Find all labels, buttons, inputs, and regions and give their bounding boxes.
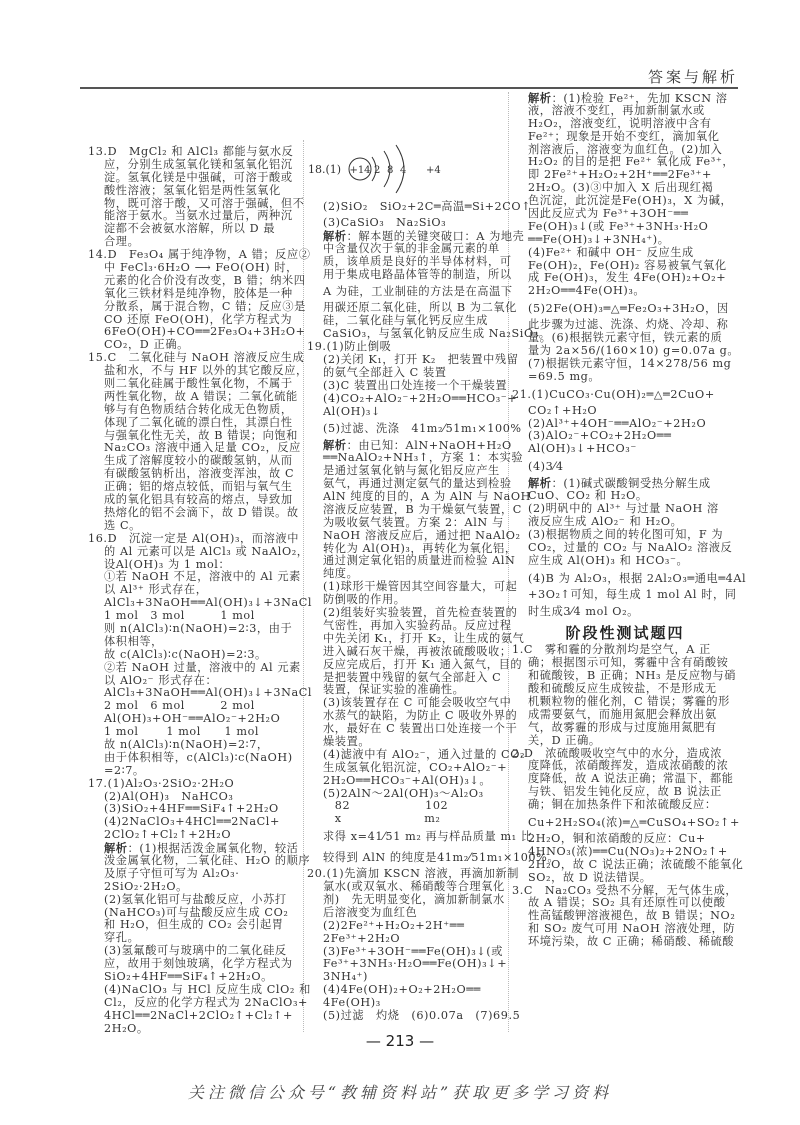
text-line: Cu+2H₂SO₄(浓)═△═CuSO₄+SO₂↑+ bbox=[528, 815, 740, 829]
text-line: 燥装置。 bbox=[323, 734, 371, 748]
text-line: 泼金属氧化物，二氧化硅、H₂O 的顺序 bbox=[104, 853, 311, 867]
text-line: 性高锰酸钾溶液褪色，故 B 错误；NO₂ bbox=[528, 909, 736, 923]
text-line: 装置，保证实验的准确性。 bbox=[323, 683, 465, 697]
analysis-line bbox=[307, 228, 525, 243]
text-line: 21.(1)CuCO₃·Cu(OH)₂═△═2CuO+ bbox=[512, 387, 715, 401]
text-line: CaSiO₃，与氢氧化钠反应生成 Na₂SiO₃。 bbox=[323, 327, 551, 341]
text-line: 是通过氢氧化钠与氮化铝反应产生 bbox=[323, 464, 500, 478]
analysis-label: 解析 bbox=[528, 476, 552, 491]
text-line: 后溶液变为血红色 bbox=[323, 905, 418, 919]
text-line: 4HNO₃(浓)══Cu(NO₃)₂+2NO₂↑+ bbox=[528, 844, 728, 858]
analysis-text: ：由已知：AlN+NaOH+H₂O bbox=[346, 439, 512, 453]
text-line: 即 2Fe²⁺+H₂O₂+2H⁺══2Fe³⁺+ bbox=[528, 168, 712, 182]
text-line: 机颗粒物的催化剂，C 错误；雾霾的形 bbox=[528, 694, 730, 708]
text-line: 氨气，再通过测定氨气的量达到检验 bbox=[323, 477, 512, 491]
text-line: Fe³⁺+3NH₃·H₂O══Fe(OH)₃↓+ bbox=[323, 957, 508, 971]
text-line: CO₂，D 正确。 bbox=[104, 338, 189, 352]
text-line: Fe(OH)₃↓(或 Fe³⁺+3NH₃·H₂O bbox=[528, 219, 709, 233]
text-line: 2H₂O。 bbox=[104, 1021, 149, 1035]
text-line: 酸和硫酸反应生成铵盐，不是形成无 bbox=[528, 682, 717, 696]
text-line: (4)B 为 Al₂O₃，根据 2Al₂O₃═通电═4Al bbox=[528, 571, 747, 585]
text-line: 氯水(或双氧水、稀硝酸等合理氧化 bbox=[323, 880, 505, 894]
text-line: SO₂，故 D 说法错误。 bbox=[528, 870, 652, 884]
text-line: 2ClO₂↑+Cl₂↑+2H₂O bbox=[104, 828, 232, 842]
text-line: CO₂，过量的 CO₂ 与 NaAlO₂ 溶液反 bbox=[528, 540, 733, 554]
text-line: (3)C 装置出口处连接一个干燥装置 bbox=[323, 378, 508, 392]
text-line: 生成氢氧化铝沉淀，CO₂+AlO₂⁻+ bbox=[323, 760, 508, 774]
footer-watermark: 关注微信公众号“教辅资料站”获取更多学习资料 bbox=[187, 1083, 613, 1102]
text-line: 应，故用于刻蚀玻璃，化学方程式为 bbox=[104, 957, 293, 971]
text-line: 以 AlO₂⁻ 形式存在： bbox=[104, 673, 218, 687]
text-line: (3)氢氟酸可与玻璃中的二氧化硅反 bbox=[104, 944, 287, 958]
text-line: 1 mol 3 mol 1 mol bbox=[104, 609, 255, 623]
text-line: 中 FeCl₃·6H₂O ⟶ FeO(OH) 时， bbox=[104, 261, 298, 275]
answer-column-3 bbox=[512, 91, 747, 949]
text-line: 转化为 Al(OH)₃，再转化为氧化铝， bbox=[323, 541, 517, 555]
text-line: 关，D 正确。 bbox=[528, 733, 601, 747]
header-rule bbox=[80, 87, 738, 89]
text-line: 溶液反应装置，B 为干燥氨气装置，C bbox=[323, 502, 522, 516]
text-line: 中先关闭 K₁，打开 K₂，让生成的氨气 bbox=[323, 631, 525, 645]
text-line: 3NH₄⁺) bbox=[323, 970, 369, 984]
text-line: 两性氧化物，故 A 错误；二氧化硫能 bbox=[104, 389, 298, 403]
text-line: 合理。 bbox=[104, 235, 140, 249]
text-line: CO₂↑+H₂O bbox=[528, 403, 598, 417]
text-line: 则 n(AlCl₃)∶n(NaOH)=2∶3，由于 bbox=[104, 621, 293, 635]
text-line: 成的氧化铝具有较高的熔点，导致加 bbox=[104, 493, 293, 507]
text-line: 酸性溶液；氢氧化铝是两性氢氧化 bbox=[104, 183, 281, 197]
analysis-text: ：(1)根据活泼金属氧化物，较活 bbox=[127, 842, 299, 856]
text-line: 分散系，属于混合物，C 错；反应③是 bbox=[104, 299, 306, 313]
text-line: 4HCl══2NaCl+2ClO₂↑+Cl₂↑+ bbox=[104, 1008, 294, 1022]
text-line: 的 Al 元素可以是 AlCl₃ 或 NaAlO₂， bbox=[104, 544, 309, 558]
analysis-text: ：解本题的关键突破口：A 为地壳 bbox=[346, 229, 525, 243]
text-line: Al(OH)₃↓ bbox=[323, 404, 381, 418]
analysis-label: 解析 bbox=[323, 228, 347, 243]
text-line: Al(OH)₃↓+HCO₃⁻ bbox=[528, 442, 637, 456]
text-line: 13.D MgCl₂ 和 AlCl₃ 都能与氨水反 bbox=[88, 145, 294, 158]
text-line: CO 还原 FeO(OH)，化学方程式为 bbox=[104, 312, 293, 326]
text-line: 剂溶液后，溶液变为血红色。(2)加入 bbox=[528, 142, 723, 156]
text-line: 则二氧化硅属于酸性氧化物，不属于 bbox=[104, 377, 293, 391]
text-line: SiO₂+4HF══SiF₄↑+2H₂O。 bbox=[104, 970, 273, 983]
text-line: (4)4Fe(OH)₂+O₂+2H₂O══ bbox=[323, 983, 481, 997]
text-line: (3)根据物质之间的转化图可知，F 为 bbox=[528, 527, 724, 541]
text-line: A 为硅，工业制硅的方法是在高温下 bbox=[323, 285, 513, 299]
text-line: 4Fe(OH)₃ bbox=[323, 996, 381, 1010]
text-line: 为吸收氨气装置。方案 2：AlN 与 bbox=[323, 515, 504, 529]
text-line: (4)滤液中有 AlO₂⁻，通入过量的 CO₂ bbox=[323, 747, 526, 761]
text-line: 应，分别生成氢氧化镁和氢氧化铝沉 bbox=[104, 157, 293, 171]
text-line: AlCl₃+3NaOH══Al(OH)₃↓+3NaCl bbox=[104, 686, 313, 700]
text-line: 选 C。 bbox=[104, 518, 141, 532]
text-line: 纯度。 bbox=[323, 567, 359, 581]
text-line: (3)该装置存在 C 可能会吸收空气中 bbox=[323, 696, 512, 710]
shell-electrons: 8 bbox=[387, 165, 394, 176]
text-line: 应生成 Al(OH)₃ 和 HCO₃⁻。 bbox=[528, 553, 689, 567]
text-line: 15.C 二氧化硅与 NaOH 溶液反应生成 bbox=[88, 351, 305, 365]
text-line: 生成了溶解度较小的碳酸氢钠，从而 bbox=[104, 454, 293, 468]
text-line: 2Fe³⁺+2H₂O bbox=[323, 931, 401, 945]
text-line: 2H₂O══HCO₃⁻+Al(OH)₃↓。 bbox=[323, 773, 492, 787]
nucleus-charge: +14 bbox=[349, 165, 371, 176]
analysis-text: ：(1)碱式碳酸铜受热分解生成 bbox=[551, 477, 711, 491]
text-line: 2SiO₂·2H₂O。 bbox=[104, 879, 188, 893]
text-line: (2)关闭 K₁，打开 K₂ 把装置中残留 bbox=[323, 353, 519, 367]
text-line: Fe²⁺；现象是开始不变红，滴加氧化 bbox=[528, 129, 720, 143]
text-line: 反应完成后，打开 K₁ 通入氮气，目的 bbox=[323, 657, 523, 671]
text-line: 氧化三铁材料是纯净物，胶体是一种 bbox=[104, 286, 293, 300]
text-line: NaOH 溶液反应后，通过把 NaAlO₂ bbox=[323, 528, 521, 542]
text-line: 质，该单质是良好的半导体材料，可 bbox=[323, 254, 512, 268]
text-line: (4)Fe²⁺ 和碱中 OH⁻ 反应生成 bbox=[528, 245, 694, 259]
text-line: AlCl₃+3NaOH══Al(OH)₃↓+3NaCl bbox=[104, 596, 313, 610]
text-line: AlN 纯度的目的，A 为 AlN 与 NaOH bbox=[323, 490, 532, 504]
text-line: 和 SO₂ 废气可用 NaOH 溶液处理，防 bbox=[528, 922, 736, 936]
analysis-label: 解析 bbox=[323, 438, 347, 453]
text-line: 度降低，故 A 说法正确；常温下，都能 bbox=[528, 772, 734, 786]
text-line: 热熔化的铝不会滴下，故 D 错误。故 bbox=[104, 505, 299, 519]
text-line: (4)CO₂+AlO₂⁻+2H₂O══HCO₃⁻+ bbox=[323, 391, 518, 405]
text-line: 与强氧化性无关，故 B 错误；向饱和 bbox=[104, 428, 298, 442]
text-line: 较得到 AlN 的纯度是41m₂⁄51m₁×100%。 bbox=[323, 851, 560, 865]
text-line: 物，既可溶于酸，又可溶于强碱，但不 bbox=[104, 196, 305, 210]
text-line: 故 A 错误；SO₂ 具有还原性可以使酸 bbox=[528, 896, 726, 910]
text-line: 3.C Na₂CO₃ 受热不分解，无气体生成， bbox=[512, 883, 738, 897]
text-line: 2H₂O。(3)③中加入 X 后出现红褐 bbox=[528, 181, 714, 195]
text-line: (1)球形干燥管因其空间容量大，可起 bbox=[323, 580, 518, 594]
text-line: ①若 NaOH 不足，溶液中的 Al 元素 bbox=[104, 570, 301, 584]
text-line: 和硫酸铵，B 正确；NH₃ 是反应物与硝 bbox=[528, 669, 736, 683]
text-line: 盐和水，不与 HF 以外的其它酸反应， bbox=[104, 364, 308, 378]
text-line: 19.(1)防止倒吸 bbox=[307, 340, 392, 354]
text-line: 液，溶液不变红，再加新制氯水或 bbox=[528, 103, 705, 117]
text-line: +3O₂↑可知，每生成 1 mol Al 时，同 bbox=[528, 587, 737, 601]
text-line: 成 Fe(OH)₃，发生 4Fe(OH)₂+O₂+ bbox=[528, 271, 727, 285]
text-line: ②若 NaOH 过量，溶液中的 Al 元素 bbox=[104, 660, 301, 674]
text-line: (3)CaSiO₃ Na₂SiO₃ bbox=[323, 216, 447, 229]
text-line: (4)NaClO₃ 与 HCl 反应生成 ClO₂ 和 bbox=[104, 982, 311, 996]
text-line: 1.C 雾和霾的分散剂均是空气，A 正 bbox=[512, 643, 711, 657]
analysis-line bbox=[512, 92, 738, 105]
text-line: 确；铜在加热条件下和浓硫酸反应： bbox=[528, 798, 717, 812]
text-line: 体积相等， bbox=[104, 634, 163, 648]
text-line: 设Al(OH)₃ 为 1 mol： bbox=[104, 557, 231, 571]
text-line: =2∶7。 bbox=[104, 763, 145, 777]
text-line: 因此反应式为 Fe³⁺+3OH⁻══ bbox=[528, 207, 689, 221]
text-line: (4)2NaClO₃+4HCl══2NaCl+ bbox=[104, 815, 280, 829]
section-title: 答案与解析 bbox=[647, 68, 738, 86]
text-line: 能溶于氨水。当氨水过量后，两种沉 bbox=[104, 209, 293, 223]
text-line: x m₂ bbox=[323, 812, 441, 826]
text-line: 色沉淀，此沉淀是Fe(OH)₃，X 为碱， bbox=[528, 194, 733, 208]
text-line: 2 mol 6 mol 2 mol bbox=[104, 699, 255, 713]
text-line: 时生成3⁄4 mol O₂。 bbox=[528, 605, 639, 619]
text-line: 水，最好在 C 装置出口处连接一个干 bbox=[323, 722, 518, 736]
text-line: 硅，二氧化硅与氧化钙反应生成 bbox=[323, 314, 489, 328]
text-line: 82 102 bbox=[323, 799, 449, 813]
text-line: 求得 x=41⁄51 m₂ 再与样品质量 m₁ 比 bbox=[323, 830, 533, 844]
text-line: (3)SiO₂+4HF══SiF₄↑+2H₂O bbox=[104, 802, 279, 816]
text-line: CuO、CO₂ 和 H₂O。 bbox=[528, 489, 648, 503]
text-line: (2)Al(OH)₃ NaHCO₃ bbox=[104, 789, 234, 803]
text-line: 成需要氨气，而施用氮肥会释放出氨 bbox=[528, 707, 717, 721]
text-line: H₂O₂，溶液变红，说明溶液中含有 bbox=[528, 116, 712, 130]
text-line: 进入碱石灰干燥，再被浓硫酸吸收； bbox=[323, 644, 512, 658]
text-line: ══NaAlO₂+NH₃↑，方案 1：本实验 bbox=[323, 451, 524, 465]
text-line: (NaHCO₃)可与盐酸反应生成 CO₂ bbox=[104, 905, 289, 919]
analysis-label: 解析 bbox=[104, 841, 128, 856]
text-line: Fe(OH)₂，Fe(OH)₂ 容易被氧气氧化 bbox=[528, 258, 727, 272]
text-line: 淀。氢氧化镁是中强碱，可溶于酸或 bbox=[104, 170, 293, 184]
text-line: (5)过滤 灼烧 (6)0.07a (7)69.5 bbox=[323, 1008, 521, 1022]
text-line: 气，故雾霾的形成与过度施用氮肥有 bbox=[528, 720, 717, 734]
text-line: 水蒸气的缺陷，为防止 C 吸收外界的 bbox=[323, 709, 518, 723]
text-line: 剂) 先无明显变化，滴加新制氯水 bbox=[323, 892, 505, 906]
text-line: 量为 2a×56/(160×10) g=0.07a g。 bbox=[528, 344, 740, 358]
answer-column-1 bbox=[88, 145, 313, 1035]
text-line: 正确；铝的熔点较低，而铝与氧气生 bbox=[104, 480, 293, 494]
text-line: 此步骤为过滤、洗涤、灼烧、冷却、称 bbox=[528, 318, 729, 332]
text-line: 淀都不会被氨水溶解，所以 D 最 bbox=[104, 222, 276, 236]
text-line: ══Fe(OH)₃↓+3NH₄⁺)。 bbox=[528, 232, 670, 246]
text-line: 量。(6)根据铁元素守恒，铁元素的质 bbox=[528, 331, 723, 345]
text-line: 2H₂O，铜和浓硝酸的反应：Cu+ bbox=[528, 831, 706, 845]
text-line: 是把装置中残留的氨气全部赶入 C bbox=[323, 670, 502, 684]
text-line: 用碳还原二氧化硅，所以 B 为二氧化 bbox=[323, 301, 517, 315]
text-line: 液反应生成 AlO₂⁻ 和 H₂O。 bbox=[528, 514, 683, 528]
text-line: 2.D 浓硫酸吸收空气中的水分，造成浓 bbox=[512, 746, 723, 760]
text-line: 与铁、铝发生钝化反应，故 B 说法正 bbox=[528, 785, 722, 799]
shell-electrons: 2 bbox=[374, 165, 381, 176]
text-line: 体现了二氧化硫的漂白性，其漂白性 bbox=[104, 415, 293, 429]
text-line: Al(OH)₃+OH⁻══AlO₂⁻+2H₂O bbox=[104, 712, 281, 726]
section-heading: 阶段性测试题四 bbox=[565, 624, 685, 643]
text-line: 有碳酸氢钠析出，溶液变浑浊，故 C bbox=[104, 467, 295, 481]
text-line: 及原子守恒可写为 Al₂O₃· bbox=[104, 866, 240, 880]
text-line: Cl₂，反应的化学方程式为 2NaClO₃+ bbox=[104, 995, 308, 1009]
text-line: H₂O₂ 的目的是把 Fe²⁺ 氧化成 Fe³⁺， bbox=[528, 155, 735, 169]
text-line: 通过测定氧化铝的质量进而检验 AlN bbox=[323, 554, 516, 568]
page-number: — 213 — bbox=[365, 1032, 435, 1050]
valence-label: +4 bbox=[426, 165, 441, 176]
text-line: (2)明矾中的 Al³⁺ 与过量 NaOH 溶 bbox=[528, 502, 719, 516]
text-line: Na₂CO₃ 溶液中通入足量 CO₂，反应 bbox=[104, 441, 301, 455]
text-line: 确；根据图示可知，雾霾中含有硝酸铵 bbox=[528, 656, 729, 670]
text-line: 元素的化合价没有改变，B 错；纳米四 bbox=[104, 273, 306, 287]
text-line: 的氨气全部赶入 C 装置 bbox=[323, 365, 447, 379]
text-line: 14.D Fe₃O₄ 属于纯净物，A 错；反应② bbox=[88, 248, 311, 262]
text-line: (3)Fe³⁺+3OH⁻══Fe(OH)₃↓(或 bbox=[323, 944, 504, 958]
text-line: (5)2AlN～2Al(OH)₃～Al₂O₃ bbox=[323, 786, 484, 800]
text-line: 16.D 沉淀一定是 Al(OH)₃，而溶液中 bbox=[88, 531, 299, 545]
text-line: 故 c(AlCl₃)∶c(NaOH)=2∶3。 bbox=[104, 647, 267, 661]
text-line: 和 H₂O，但生成的 CO₂ 会引起胃 bbox=[104, 918, 284, 932]
text-line: (3)AlO₂⁻+CO₂+2H₂O══ bbox=[528, 429, 672, 443]
text-line: 6FeO(OH)+CO══2Fe₃O₄+3H₂O+ bbox=[104, 325, 306, 339]
text-line: (5)过滤、洗涤 41m₂⁄51m₁×100% bbox=[323, 422, 522, 436]
text-line: 度降低，浓硝酸挥发，造成浓硝酸的浓 bbox=[528, 759, 729, 773]
text-line: (2)2Fe²⁺+H₂O₂+2H⁺══ bbox=[323, 918, 465, 932]
text-line: 由于体积相等，c(AlCl₃)∶c(NaOH) bbox=[104, 750, 293, 764]
text-line: 20.(1)先滴加 KSCN 溶液，再滴加新制 bbox=[307, 867, 519, 881]
text-line: 防倒吸的作用。 bbox=[323, 593, 406, 607]
text-line: (4)3⁄4 bbox=[528, 460, 564, 474]
text-line: (7)根据铁元素守恒，14×278/56 mg bbox=[528, 356, 732, 370]
text-line: 1 mol 1 mol 1 mol bbox=[104, 725, 260, 739]
text-line: =69.5 mg。 bbox=[528, 369, 601, 383]
text-line: 故 n(AlCl₃)∶n(NaOH)=2∶7， bbox=[104, 737, 269, 751]
text-line: (5)2Fe(OH)₃═△═Fe₂O₃+3H₂O，因 bbox=[528, 302, 729, 316]
q18-prefix: 18.(1) bbox=[308, 163, 342, 176]
text-line: 环境污染，故 C 正确；稀硝酸、稀硫酸 bbox=[528, 935, 735, 949]
atomic-structure-diagram bbox=[308, 143, 508, 195]
shell-electrons: 4 bbox=[400, 165, 407, 176]
text-line: (2)氢氧化铝可与盐酸反应，小苏打 bbox=[104, 892, 287, 906]
text-line: 中含量仅次于氧的非金属元素的单 bbox=[323, 241, 500, 255]
text-line: (2)SiO₂ SiO₂+2C═高温═Si+2CO↑ bbox=[323, 200, 532, 213]
text-line: (2)组装好实验装置，首先检查装置的 bbox=[323, 606, 518, 620]
analysis-label: 解析 bbox=[528, 91, 552, 105]
text-line: 2H₂O，故 C 说法正确；浓硫酸不能氧化 bbox=[528, 857, 744, 871]
text-line: 17.(1)Al₂O₃·2SiO₂·2H₂O bbox=[88, 776, 235, 790]
analysis-text: ：(1)检验 Fe²⁺，先加 KSCN 溶 bbox=[551, 92, 728, 105]
text-line: 用于集成电路晶体管等的制造，所以 bbox=[323, 267, 512, 281]
text-line: 以 Al³⁺ 形式存在， bbox=[104, 583, 208, 597]
text-line: (2)Al³⁺+4OH⁻══AlO₂⁻+2H₂O bbox=[528, 416, 707, 430]
text-line: 够与有色物质结合转化成无色物质， bbox=[104, 402, 293, 416]
text-line: 穿孔。 bbox=[104, 931, 140, 945]
text-line: 2H₂O══4Fe(OH)₃。 bbox=[528, 284, 646, 298]
text-line: 气密性，再加入实验药品。反应过程 bbox=[323, 618, 512, 632]
